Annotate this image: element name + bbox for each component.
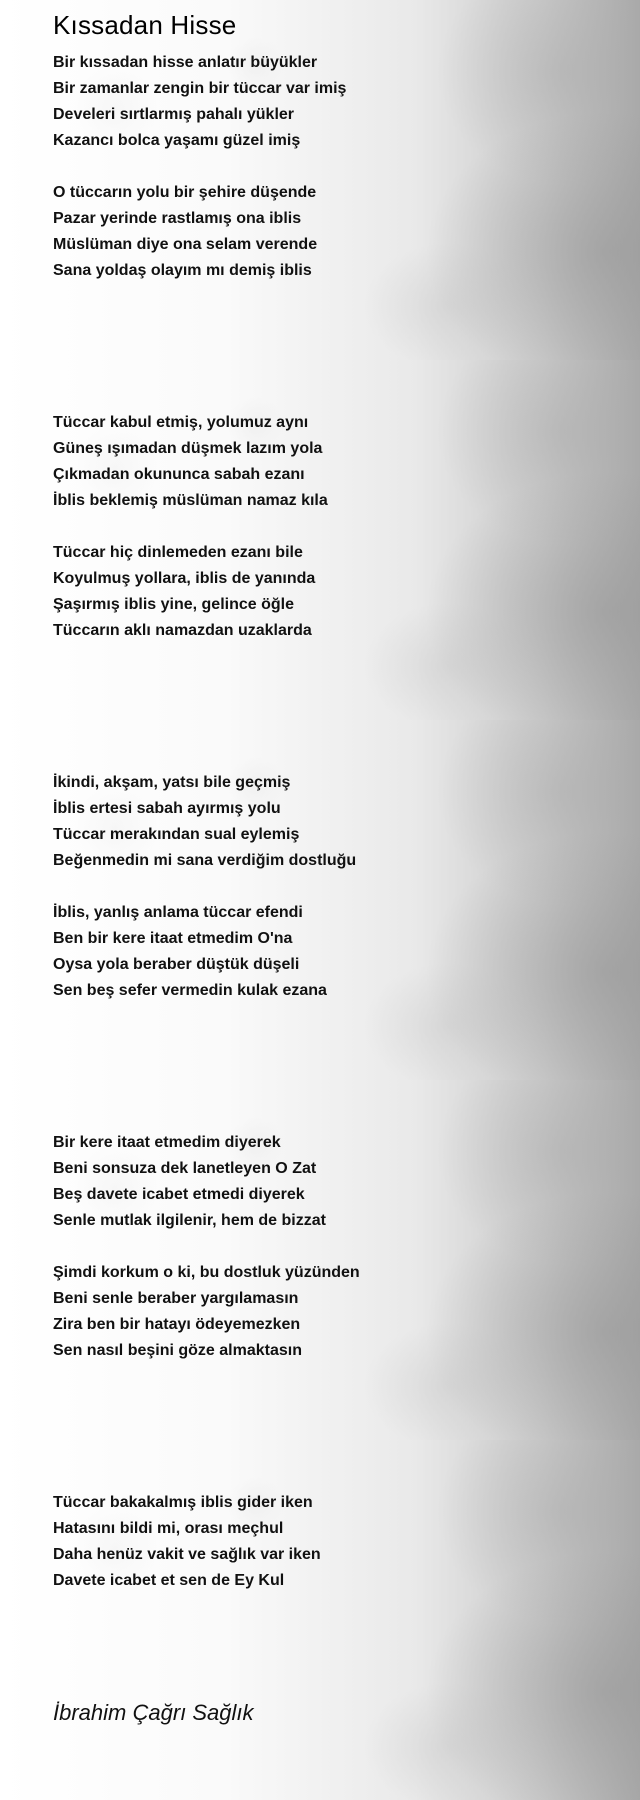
poem-panel-5 <box>0 1440 640 1800</box>
poem-author: İbrahim Çağrı Sağlık <box>53 1700 254 1725</box>
poem-line: Bir zamanlar zengin bir tüccar var imiş <box>53 80 347 97</box>
poem-line: Müslüman diye ona selam verende <box>53 236 318 253</box>
stanza-4 <box>53 540 315 644</box>
poem-line: Kazancı bolca yaşamı güzel imiş <box>53 132 301 149</box>
poem-line: İkindi, akşam, yatsı bile geçmiş <box>53 774 291 791</box>
poem-line: Develeri sırtlarmış pahalı yükler <box>53 106 295 123</box>
poem-line: Şimdi korkum o ki, bu dostluk yüzünden <box>53 1264 360 1281</box>
poem-line: Tüccar merakından sual eylemiş <box>53 826 300 843</box>
poem-line: İblis ertesi sabah ayırmış yolu <box>53 800 281 817</box>
poem-line: Bir kıssadan hisse anlatır büyükler <box>53 54 318 71</box>
poem-line: Şaşırmış iblis yine, gelince öğle <box>53 596 294 613</box>
poem-line: Bir kere itaat etmedim diyerek <box>53 1134 281 1151</box>
poem-line: Çıkmadan okununca sabah ezanı <box>53 466 305 483</box>
poem-panel-1 <box>0 0 640 360</box>
poem-line: Senle mutlak ilgilenir, hem de bizzat <box>53 1212 326 1229</box>
poem-line: İblis beklemiş müslüman namaz kıla <box>53 492 328 509</box>
poem-line: Pazar yerinde rastlamış ona iblis <box>53 210 302 227</box>
poem-title: Kıssadan Hisse <box>53 10 237 40</box>
poem-line: Tüccarın aklı namazdan uzaklarda <box>53 622 312 639</box>
poem-line: Beğenmedin mi sana verdiğim dostluğu <box>53 852 357 869</box>
poem-line: Tüccar kabul etmiş, yolumuz aynı <box>53 414 309 431</box>
poem-line: İblis, yanlış anlama tüccar efendi <box>53 904 303 921</box>
poem-line: Güneş ışımadan düşmek lazım yola <box>53 440 323 457</box>
stanza-7 <box>53 1130 326 1234</box>
poem-line: Oysa yola beraber düştük düşeli <box>53 956 300 973</box>
poem-line: Sen nasıl beşini göze almaktasın <box>53 1342 302 1359</box>
stanza-8 <box>53 1260 360 1364</box>
poem-line: Koyulmuş yollara, iblis de yanında <box>53 570 316 587</box>
stanza-3 <box>53 410 328 514</box>
poem-panel-4 <box>0 1080 640 1440</box>
poem-line: Davete icabet et sen de Ey Kul <box>53 1572 285 1589</box>
poem-panel-3 <box>0 720 640 1080</box>
poem-line: Tüccar bakakalmış iblis gider iken <box>53 1494 313 1511</box>
stanza-1 <box>53 50 346 154</box>
poem-line: Daha henüz vakit ve sağlık var iken <box>53 1546 321 1563</box>
stanza-2 <box>53 180 317 284</box>
poem-line: Beni senle beraber yargılamasın <box>53 1290 299 1307</box>
stanza-5 <box>53 770 356 874</box>
poem-line: Sen beş sefer vermedin kulak ezana <box>53 982 327 999</box>
poem-line: Sana yoldaş olayım mı demiş iblis <box>53 262 312 279</box>
stanza-6 <box>53 900 327 1004</box>
poem-line: Tüccar hiç dinlemeden ezanı bile <box>53 544 303 561</box>
poem-line: Hatasını bildi mi, orası meçhul <box>53 1520 284 1537</box>
stanza-9 <box>53 1490 321 1594</box>
poem-line: O tüccarın yolu bir şehire düşende <box>53 184 317 201</box>
poem-line: Beni sonsuza dek lanetleyen O Zat <box>53 1160 317 1177</box>
poem-panel-2 <box>0 360 640 720</box>
poem-line: Zira ben bir hatayı ödeyemezken <box>53 1316 301 1333</box>
poem-line: Beş davete icabet etmedi diyerek <box>53 1186 305 1203</box>
poem-line: Ben bir kere itaat etmedim O'na <box>53 930 293 947</box>
